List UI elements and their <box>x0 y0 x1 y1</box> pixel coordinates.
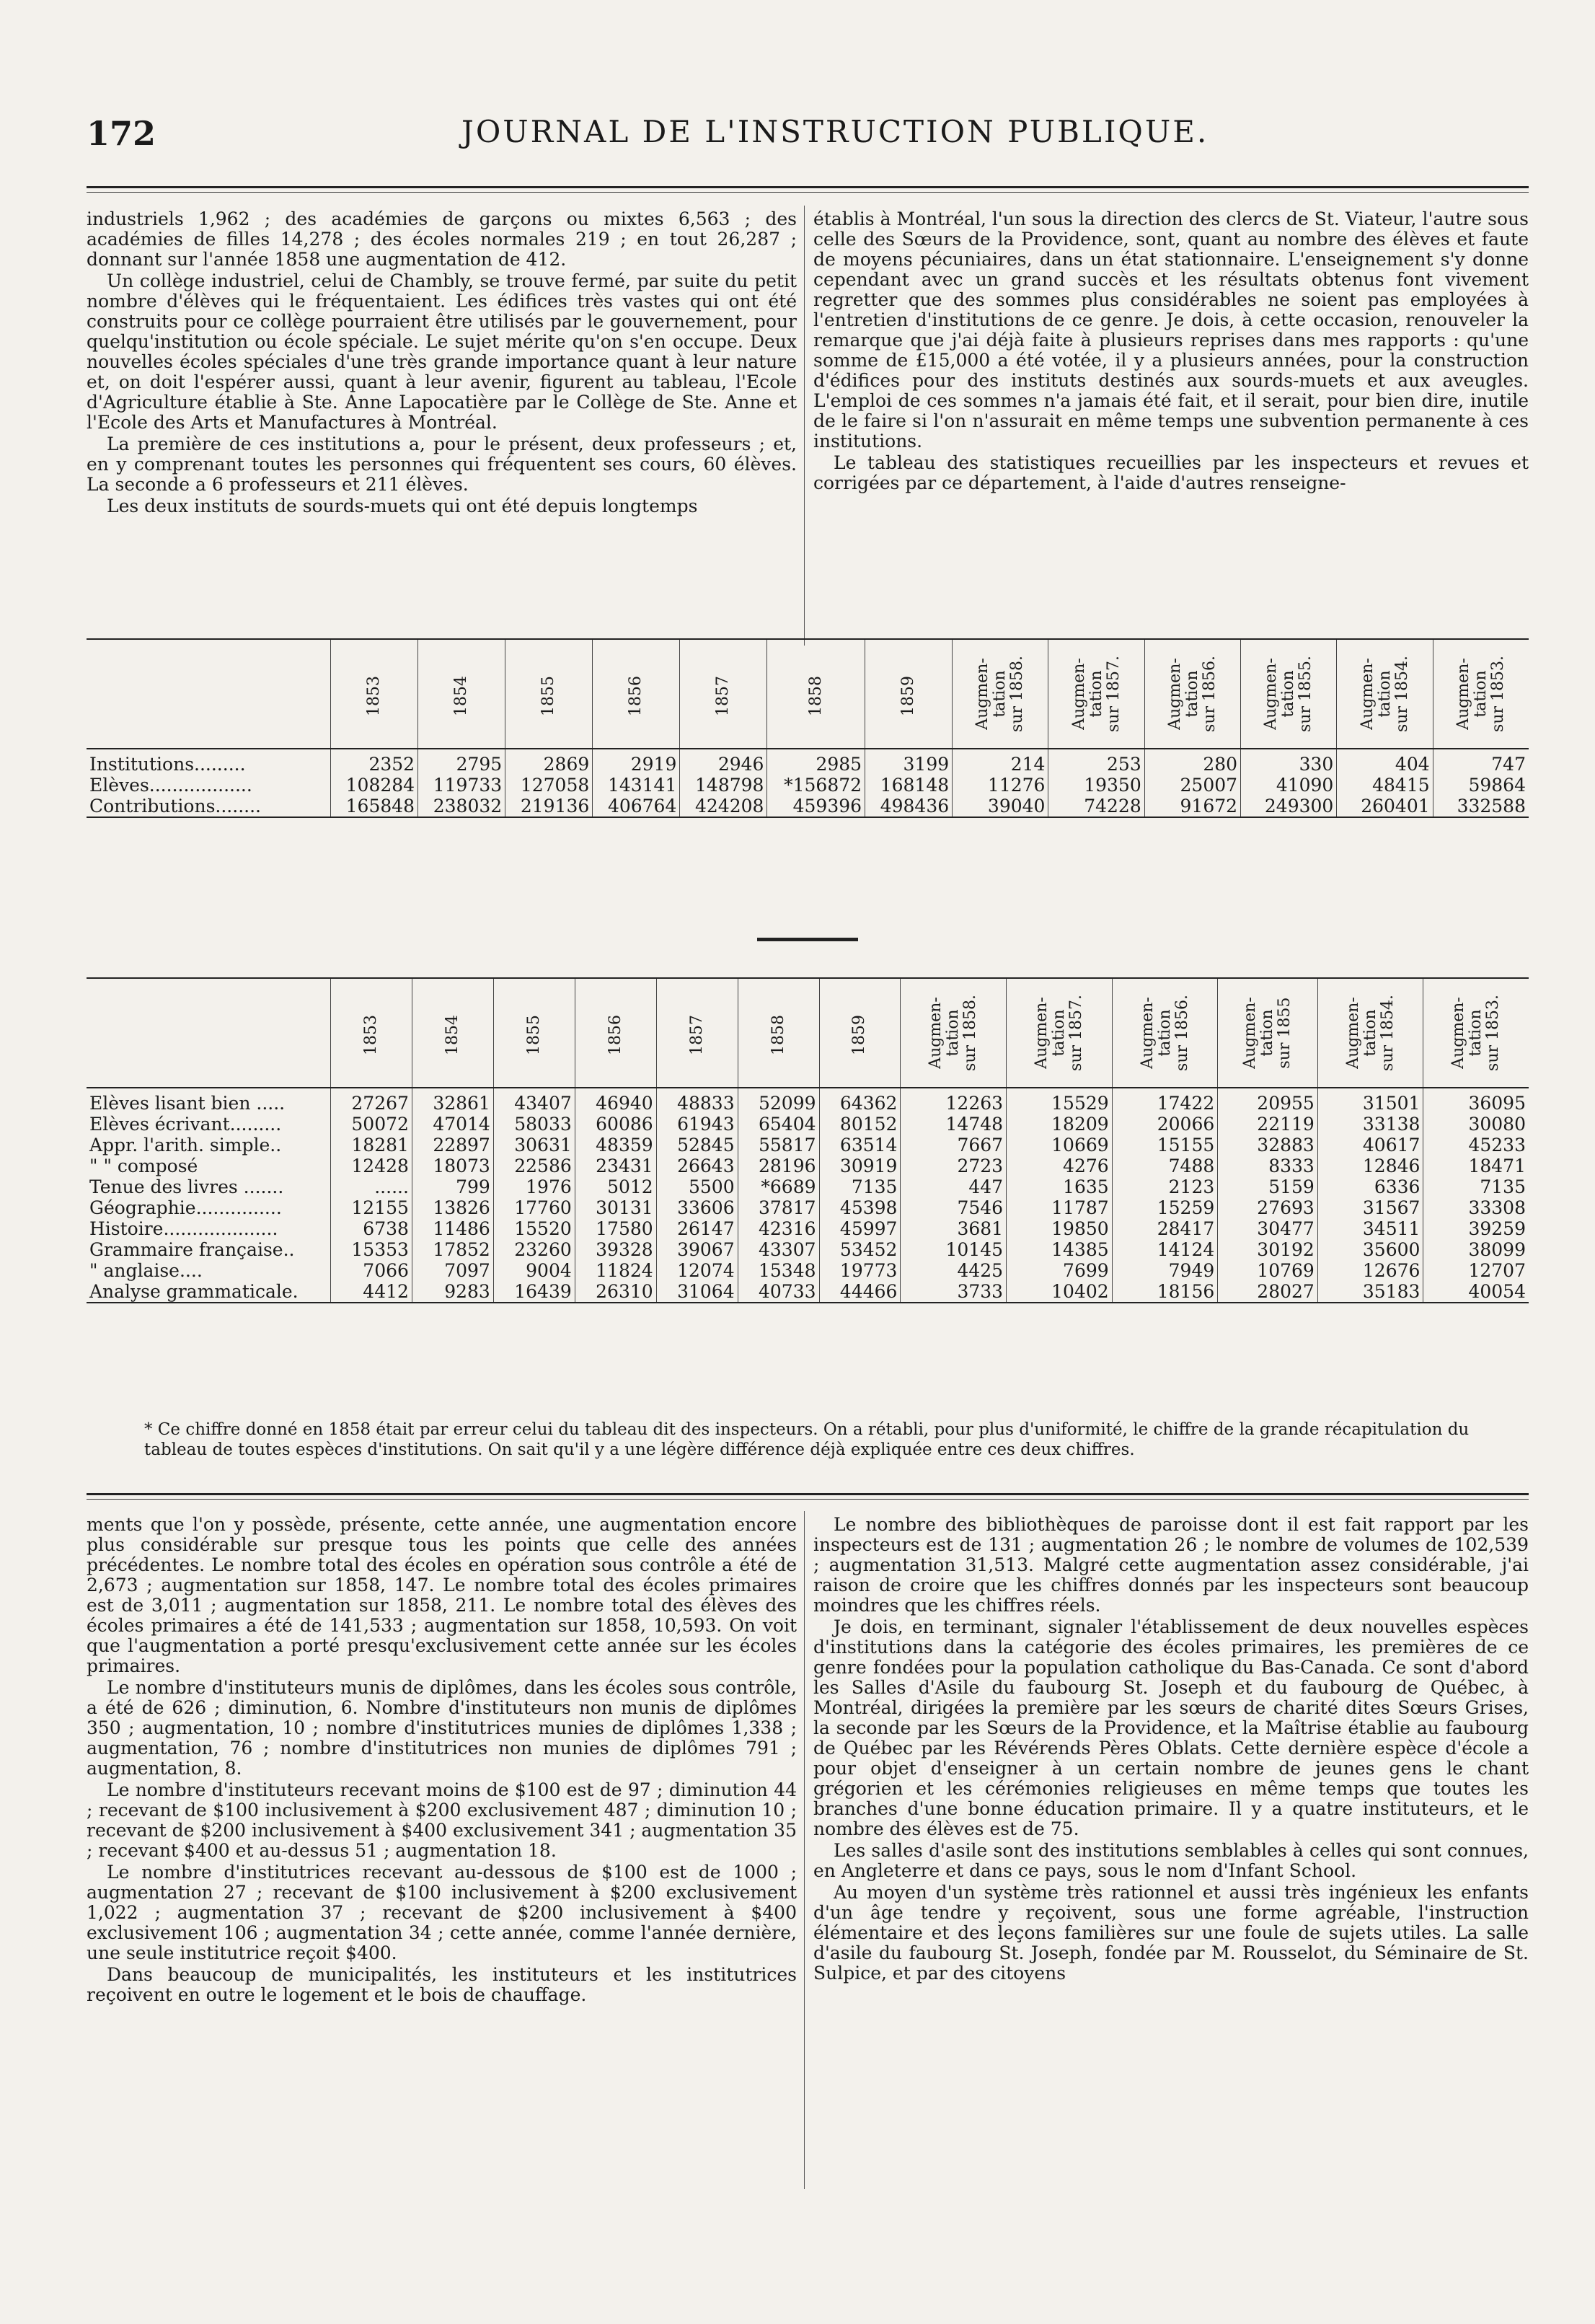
table-cell: ...... <box>331 1176 412 1197</box>
table-cell: 28027 <box>1218 1281 1318 1303</box>
table-cell: 119733 <box>418 775 505 796</box>
table-cell: 63514 <box>819 1135 901 1156</box>
table-cell: 15259 <box>1112 1197 1218 1218</box>
table-cell: 43407 <box>493 1088 575 1114</box>
statistics-table-subjects <box>87 977 1529 1303</box>
column-divider <box>804 206 805 646</box>
table-cell: 65404 <box>738 1114 819 1135</box>
column-header: Augmen- tation sur 1853. <box>1433 639 1529 749</box>
column-header: 1856 <box>575 978 656 1088</box>
table-cell: 52845 <box>656 1135 738 1156</box>
table-cell: 22119 <box>1218 1114 1318 1135</box>
table-cell: 22586 <box>493 1156 575 1176</box>
table-cell: 238032 <box>418 796 505 817</box>
section-rule <box>87 1493 1529 1495</box>
paragraph: industriels 1,962 ; des académies de garçons ou mixtes 6,563 ; des académies de filles 14,278 ; des écoles normales 219 ; en tout 26,287 ; donnant sur l'année 1858 une augmentation de 412. <box>87 208 797 270</box>
table-row <box>87 1239 1529 1260</box>
table-cell: 108284 <box>331 775 418 796</box>
table-cell: 36095 <box>1423 1088 1529 1114</box>
bottom-left-column <box>87 1515 797 2007</box>
table-cell: *156872 <box>767 775 865 796</box>
row-label: Géographie............... <box>89 1197 282 1218</box>
table-row <box>87 749 1529 775</box>
table-cell: 14748 <box>901 1114 1007 1135</box>
table-cell: 40733 <box>738 1281 819 1303</box>
table-cell: 59864 <box>1433 775 1529 796</box>
row-label: Tenue des livres ....... <box>89 1176 284 1197</box>
row-label: Elèves lisant bien ..... <box>89 1093 286 1114</box>
table-row <box>87 796 1529 817</box>
table-cell: 26147 <box>656 1218 738 1239</box>
column-header: Augmen- tation sur 1855. <box>1241 639 1337 749</box>
page-number: 172 <box>87 114 156 153</box>
table-cell: 7699 <box>1007 1260 1113 1281</box>
table-cell: *6689 <box>738 1176 819 1197</box>
table-corner <box>87 978 331 1088</box>
header-rule <box>87 186 1529 188</box>
table-cell: 35600 <box>1317 1239 1423 1260</box>
paragraph: Le tableau des statistiques recueillies par les inspecteurs et revues et corrigées par ce département, à l'aide d'autres renseigne- <box>813 452 1529 493</box>
table-cell: 15520 <box>493 1218 575 1239</box>
paragraph: Le nombre d'instituteurs recevant moins de $100 est de 97 ; diminution 44 ; recevant de $100 inclusivement à $200 exclusivement 487 ; diminution 10 ; recevant de $200 inclusivement à $400 exclusivement 341 ; augmentation 35 ; recevant $400 et au-dessus 51 ; augmentation 18. <box>87 1779 797 1861</box>
table-cell: 39067 <box>656 1239 738 1260</box>
table-cell: 249300 <box>1241 796 1337 817</box>
row-label: Appr. l'arith. simple.. <box>89 1135 282 1156</box>
table-row <box>87 1135 1529 1156</box>
table-cell: 2123 <box>1112 1176 1218 1197</box>
table-cell: 53452 <box>819 1239 901 1260</box>
column-header: Augmen- tation sur 1854. <box>1317 978 1423 1088</box>
table-cell: 22897 <box>412 1135 493 1156</box>
table-cell: 260401 <box>1337 796 1433 817</box>
table-cell: 12074 <box>656 1260 738 1281</box>
table-cell: 33606 <box>656 1197 738 1218</box>
paragraph: Un collège industriel, celui de Chambly, se trouve fermé, par suite du petit nombre d'élèves qui le fréquentaient. Les édifices très vastes qui ont été construits pour ce collège pourraient être utilisés par le gouvernement, pour quelqu'institution ou école spéciale. Le sujet mérite qu'on s'en occupe. Deux nouvelles écoles spéciales d'une très grande importance quant à leur nature et, on doit l'espérer aussi, quant à leur avenir, figurent au tableau, l'Ecole d'Agriculture établie à Ste. Anne Lapocatière par le Collège de Ste. Anne et l'Ecole des Arts et Manufactures à Montréal. <box>87 270 797 433</box>
table-cell: 40054 <box>1423 1281 1529 1303</box>
column-header: 1856 <box>593 639 680 749</box>
table-cell: 4412 <box>331 1281 412 1303</box>
table-cell: 80152 <box>819 1114 901 1135</box>
table-cell: 219136 <box>505 796 593 817</box>
paragraph: établis à Montréal, l'un sous la direction des clercs de St. Viateur, l'autre sous celle des Sœurs de la Providence, sont, quant au nombre des élèves et faute de moyens pécuniaires, dans un état stationnaire. L'enseignement s'y donne cependant avec un grand succès et les résultats obtenus font vivement regretter que des sommes plus considérables ne soient pas employées à l'entretien d'institutions de ce genre. Je dois, à cette occasion, renouveler la remarque que j'ai déjà faite à plusieurs reprises dans mes rapports : qu'une somme de £15,000 a été votée, il y a plusieurs années, pour la construction d'édifices pour des instituts destinés aux sourds-muets et aux aveugles. L'emploi de ces sommes n'a jamais été fait, et il serait, pour bien dire, inutile de le faire si l'on n'assurait en même temps une subvention permanente à ces institutions. <box>813 208 1529 452</box>
table-cell: 42316 <box>738 1218 819 1239</box>
table-cell: 33308 <box>1423 1197 1529 1218</box>
table-cell: 406764 <box>593 796 680 817</box>
table-cell: 18073 <box>412 1156 493 1176</box>
table-cell: 26643 <box>656 1156 738 1176</box>
table-cell: 7066 <box>331 1260 412 1281</box>
table-cell: 148798 <box>680 775 767 796</box>
table-cell: 39328 <box>575 1239 656 1260</box>
table-cell: 424208 <box>680 796 767 817</box>
paragraph: Dans beaucoup de municipalités, les instituteurs et les institutrices reçoivent en outre le logement et le bois de chauffage. <box>87 1964 797 2005</box>
table-row <box>87 1281 1529 1303</box>
column-header: Augmen- tation sur 1858. <box>901 978 1007 1088</box>
column-divider <box>804 1511 805 2189</box>
table-cell: 9283 <box>412 1281 493 1303</box>
table-cell: 19350 <box>1048 775 1144 796</box>
running-title: JOURNAL DE L'INSTRUCTION PUBLIQUE. <box>461 114 1209 149</box>
table-cell: 12263 <box>901 1088 1007 1114</box>
table-cell: 12676 <box>1317 1260 1423 1281</box>
paragraph: La première de ces institutions a, pour le présent, deux professeurs ; et, en y comprenant toutes les personnes qui fréquentent ses cours, 60 élèves. La seconde a 6 professeurs et 211 élèves. <box>87 433 797 495</box>
table-cell: 58033 <box>493 1114 575 1135</box>
column-header: 1858 <box>767 639 865 749</box>
table-cell: 28417 <box>1112 1218 1218 1239</box>
table-cell: 19850 <box>1007 1218 1113 1239</box>
table-cell: 4276 <box>1007 1156 1113 1176</box>
table-cell: 10769 <box>1218 1260 1318 1281</box>
top-left-column <box>87 209 797 518</box>
table-cell: 14385 <box>1007 1239 1113 1260</box>
table-cell: 30080 <box>1423 1114 1529 1135</box>
header-rule-thin <box>87 192 1529 193</box>
row-label: " " composé <box>89 1156 198 1176</box>
table-cell: 39259 <box>1423 1218 1529 1239</box>
table-cell: 2795 <box>418 749 505 775</box>
column-header: Augmen- tation sur 1858. <box>953 639 1048 749</box>
table-cell: 45997 <box>819 1218 901 1239</box>
table-cell: 37817 <box>738 1197 819 1218</box>
table-cell: 253 <box>1048 749 1144 775</box>
table-corner <box>87 639 331 749</box>
table-row <box>87 775 1529 796</box>
table-cell: 30919 <box>819 1156 901 1176</box>
column-header: 1854 <box>412 978 493 1088</box>
table-cell: 18281 <box>331 1135 412 1156</box>
column-header: 1853 <box>331 978 412 1088</box>
table-row <box>87 1260 1529 1281</box>
table-cell: 15529 <box>1007 1088 1113 1114</box>
table-cell: 18209 <box>1007 1114 1113 1135</box>
table-cell: 2723 <box>901 1156 1007 1176</box>
table-cell: 2985 <box>767 749 865 775</box>
table-cell: 11486 <box>412 1218 493 1239</box>
table-cell: 52099 <box>738 1088 819 1114</box>
top-right-column <box>813 209 1529 495</box>
table-cell: 27693 <box>1218 1197 1318 1218</box>
row-label: Contributions........ <box>89 796 261 817</box>
table-cell: 404 <box>1337 749 1433 775</box>
table-cell: 447 <box>901 1176 1007 1197</box>
table-cell: 55817 <box>738 1135 819 1156</box>
table-cell: 34511 <box>1317 1218 1423 1239</box>
table-cell: 15348 <box>738 1260 819 1281</box>
row-label: Elèves écrivant......... <box>89 1114 282 1135</box>
column-header: 1857 <box>656 978 738 1088</box>
column-header: 1859 <box>865 639 953 749</box>
column-header: 1855 <box>505 639 593 749</box>
table-cell: 20955 <box>1218 1088 1318 1114</box>
table-cell: 47014 <box>412 1114 493 1135</box>
table-cell: 30477 <box>1218 1218 1318 1239</box>
table-cell: 7135 <box>819 1176 901 1197</box>
table-row <box>87 1197 1529 1218</box>
column-header: Augmen- tation sur 1857. <box>1048 639 1144 749</box>
table-cell: 3681 <box>901 1218 1007 1239</box>
table-cell: 2919 <box>593 749 680 775</box>
column-header: 1857 <box>680 639 767 749</box>
row-label: Elèves.................. <box>89 775 252 796</box>
table-cell: 44466 <box>819 1281 901 1303</box>
table-row <box>87 1218 1529 1239</box>
paragraph: Le nombre d'institutrices recevant au-dessous de $100 est de 1000 ; augmentation 27 ; recevant de $100 inclusivement à $200 exclusivement 1,022 ; augmentation 37 ; recevant de $200 inclusivement à $400 exclusivement 106 ; augmentation 34 ; cette année, comme l'année dernière, une seule institutrice reçoit $400. <box>87 1862 797 1963</box>
row-label: " anglaise.... <box>89 1260 203 1281</box>
table-cell: 20066 <box>1112 1114 1218 1135</box>
table-cell: 43307 <box>738 1239 819 1260</box>
table-cell: 18471 <box>1423 1156 1529 1176</box>
column-header: 1855 <box>493 978 575 1088</box>
paragraph: ments que l'on y possède, présente, cette année, une augmentation encore plus considérable sur presque tous les points que celle des années précédentes. Le nombre total des écoles en opération sous contrôle a été de 2,673 ; augmentation sur 1858, 147. Le nombre total des écoles primaires est de 3,011 ; augmentation sur 1858, 211. Le nombre total des élèves des écoles primaires a été de 141,533 ; augmentation sur 1858, 10,593. On voit que l'augmentation a porté presqu'exclusivement cette année sur les écoles primaires. <box>87 1514 797 1676</box>
table-cell: 9004 <box>493 1260 575 1281</box>
table-cell: 40617 <box>1317 1135 1423 1156</box>
table-cell: 165848 <box>331 796 418 817</box>
table-cell: 12707 <box>1423 1260 1529 1281</box>
table-cell: 60086 <box>575 1114 656 1135</box>
table-cell: 6738 <box>331 1218 412 1239</box>
table-cell: 30631 <box>493 1135 575 1156</box>
table-cell: 48415 <box>1337 775 1433 796</box>
table-header-row <box>87 639 1529 749</box>
statistics-table-institutions <box>87 638 1529 818</box>
table-footnote: * Ce chiffre donné en 1858 était par erreur celui du tableau dit des inspecteurs. On a rétabli, pour plus d'uniformité, le chiffre de la grande récapitulation du tableau de toutes espèces d'institutions. On sait qu'il y a une légère différence déjà expliquée entre ces deux chiffres. <box>144 1420 1470 1459</box>
table-cell: 19773 <box>819 1260 901 1281</box>
table-cell: 747 <box>1433 749 1529 775</box>
table-header-row <box>87 978 1529 1088</box>
table-cell: 25007 <box>1144 775 1240 796</box>
table-cell: 4425 <box>901 1260 1007 1281</box>
table-cell: 13826 <box>412 1197 493 1218</box>
table-cell: 7488 <box>1112 1156 1218 1176</box>
table-cell: 38099 <box>1423 1239 1529 1260</box>
column-header: Augmen- tation sur 1853. <box>1423 978 1529 1088</box>
table-cell: 8333 <box>1218 1156 1318 1176</box>
table-cell: 10669 <box>1007 1135 1113 1156</box>
table-cell: 31064 <box>656 1281 738 1303</box>
table-cell: 32861 <box>412 1088 493 1114</box>
table-cell: 48833 <box>656 1088 738 1114</box>
section-rule-thin <box>87 1499 1529 1500</box>
column-header: Augmen- tation sur 1856. <box>1112 978 1218 1088</box>
table-cell: 3733 <box>901 1281 1007 1303</box>
paragraph: Le nombre des bibliothèques de paroisse dont il est fait rapport par les inspecteurs est de 131 ; augmentation 26 ; le nombre de volumes de 102,539 ; augmentation 31,513. Malgré cette augmentation assez considérable, j'ai raison de croire que les chiffres donnés par les inspecteurs sont beaucoup moindres que les chiffres réels. <box>813 1514 1529 1616</box>
table-cell: 7097 <box>412 1260 493 1281</box>
table-cell: 74228 <box>1048 796 1144 817</box>
table-cell: 3199 <box>865 749 953 775</box>
table-cell: 17852 <box>412 1239 493 1260</box>
table-cell: 35183 <box>1317 1281 1423 1303</box>
table-cell: 127058 <box>505 775 593 796</box>
table-cell: 459396 <box>767 796 865 817</box>
table-cell: 31501 <box>1317 1088 1423 1114</box>
table-cell: 14124 <box>1112 1239 1218 1260</box>
table-cell: 11787 <box>1007 1197 1113 1218</box>
table-cell: 17422 <box>1112 1088 1218 1114</box>
table-cell: 2869 <box>505 749 593 775</box>
column-header: 1858 <box>738 978 819 1088</box>
table-cell: 17760 <box>493 1197 575 1218</box>
table-cell: 332588 <box>1433 796 1529 817</box>
table-cell: 168148 <box>865 775 953 796</box>
table-cell: 12155 <box>331 1197 412 1218</box>
table-cell: 1976 <box>493 1176 575 1197</box>
table-cell: 12846 <box>1317 1156 1423 1176</box>
table-cell: 64362 <box>819 1088 901 1114</box>
paragraph: Le nombre d'instituteurs munis de diplômes, dans les écoles sous contrôle, a été de 626 ; diminution, 6. Nombre d'instituteurs non munis de diplômes 350 ; augmentation, 10 ; nombre d'institutrices munies de diplômes 1,338 ; augmentation, 76 ; nombre d'institutrices non munies de diplômes 791 ; augmentation, 8. <box>87 1677 797 1779</box>
table-cell: 10402 <box>1007 1281 1113 1303</box>
table-cell: 50072 <box>331 1114 412 1135</box>
table-cell: 11824 <box>575 1260 656 1281</box>
table-cell: 15353 <box>331 1239 412 1260</box>
table-cell: 5500 <box>656 1176 738 1197</box>
table-cell: 7667 <box>901 1135 1007 1156</box>
paragraph: Les salles d'asile sont des institutions semblables à celles qui sont connues, en Angleterre et dans ce pays, sous le nom d'Infant School. <box>813 1840 1529 1881</box>
table-cell: 23431 <box>575 1156 656 1176</box>
column-header: Augmen- tation sur 1856. <box>1144 639 1240 749</box>
paragraph: Au moyen d'un système très rationnel et aussi très ingénieux les enfants d'un âge tendre y reçoivent, sous une forme agréable, l'instruction élémentaire et des leçons familières sur une foule de sujets utiles. La salle d'asile du faubourg St. Joseph, fondée par M. Rousselot, du Séminaire de St. Sulpice, et par des citoyens <box>813 1882 1529 1984</box>
table-cell: 45398 <box>819 1197 901 1218</box>
table-row <box>87 1114 1529 1135</box>
table-cell: 23260 <box>493 1239 575 1260</box>
table-cell: 18156 <box>1112 1281 1218 1303</box>
row-label: Histoire.................... <box>89 1218 278 1239</box>
table-cell: 2946 <box>680 749 767 775</box>
table-cell: 7949 <box>1112 1260 1218 1281</box>
column-header: 1854 <box>418 639 505 749</box>
table-cell: 16439 <box>493 1281 575 1303</box>
table-cell: 46940 <box>575 1088 656 1114</box>
table-cell: 27267 <box>331 1088 412 1114</box>
row-label: Grammaire française.. <box>89 1239 295 1260</box>
table-cell: 45233 <box>1423 1135 1529 1156</box>
table-cell: 214 <box>953 749 1048 775</box>
table-cell: 33138 <box>1317 1114 1423 1135</box>
column-header: Augmen- tation sur 1857. <box>1007 978 1113 1088</box>
row-label: Analyse grammaticale. <box>89 1281 299 1302</box>
paragraph: Les deux instituts de sourds-muets qui ont été depuis longtemps <box>107 496 698 516</box>
section-ornament <box>757 938 858 941</box>
table-cell: 30131 <box>575 1197 656 1218</box>
table-cell: 91672 <box>1144 796 1240 817</box>
table-cell: 48359 <box>575 1135 656 1156</box>
table-cell: 17580 <box>575 1218 656 1239</box>
table-cell: 498436 <box>865 796 953 817</box>
table-cell: 41090 <box>1241 775 1337 796</box>
table-cell: 6336 <box>1317 1176 1423 1197</box>
table-row <box>87 1156 1529 1176</box>
column-header: 1853 <box>331 639 418 749</box>
table-cell: 799 <box>412 1176 493 1197</box>
table-cell: 12428 <box>331 1156 412 1176</box>
page-header <box>87 108 1529 159</box>
table-cell: 280 <box>1144 749 1240 775</box>
table-cell: 39040 <box>953 796 1048 817</box>
table-row <box>87 1176 1529 1197</box>
table-cell: 10145 <box>901 1239 1007 1260</box>
column-header: Augmen- tation sur 1854. <box>1337 639 1433 749</box>
table-cell: 32883 <box>1218 1135 1318 1156</box>
table-cell: 28196 <box>738 1156 819 1176</box>
table-cell: 330 <box>1241 749 1337 775</box>
table-cell: 31567 <box>1317 1197 1423 1218</box>
column-header: 1859 <box>819 978 901 1088</box>
table-cell: 26310 <box>575 1281 656 1303</box>
table-cell: 143141 <box>593 775 680 796</box>
table-cell: 2352 <box>331 749 418 775</box>
table-cell: 61943 <box>656 1114 738 1135</box>
bottom-right-column <box>813 1515 1529 1985</box>
row-label: Institutions......... <box>89 754 246 775</box>
table-cell: 11276 <box>953 775 1048 796</box>
table-cell: 5159 <box>1218 1176 1318 1197</box>
table-cell: 5012 <box>575 1176 656 1197</box>
table-cell: 7546 <box>901 1197 1007 1218</box>
table-cell: 30192 <box>1218 1239 1318 1260</box>
paragraph: Je dois, en terminant, signaler l'établissement de deux nouvelles espèces d'institutions dans la catégorie des écoles primaires, les premières de ce genre fondées pour la population catholique du Bas-Canada. Ce sont d'abord les Salles d'Asile du faubourg St. Joseph et du faubourg de Québec, à Montréal, dirigées la première par les sœurs de charité dites Sœurs Grises, la seconde par les Sœurs de la Providence, et la Maîtrise établie au faubourg de Québec par les Révérends Pères Oblats. Cette dernière espèce d'école a pour objet d'enseigner à un certain nombre de jeunes gens le chant grégorien et les cérémonies religieuses en même temps que toutes les branches d'une bonne éducation primaire. Il y a quatre instituteurs, et le nombre des élèves est de 75. <box>813 1616 1529 1839</box>
table-row <box>87 1088 1529 1114</box>
column-header: Augmen- tation sur 1855 <box>1218 978 1318 1088</box>
table-cell: 15155 <box>1112 1135 1218 1156</box>
table-cell: 7135 <box>1423 1176 1529 1197</box>
table-cell: 1635 <box>1007 1176 1113 1197</box>
